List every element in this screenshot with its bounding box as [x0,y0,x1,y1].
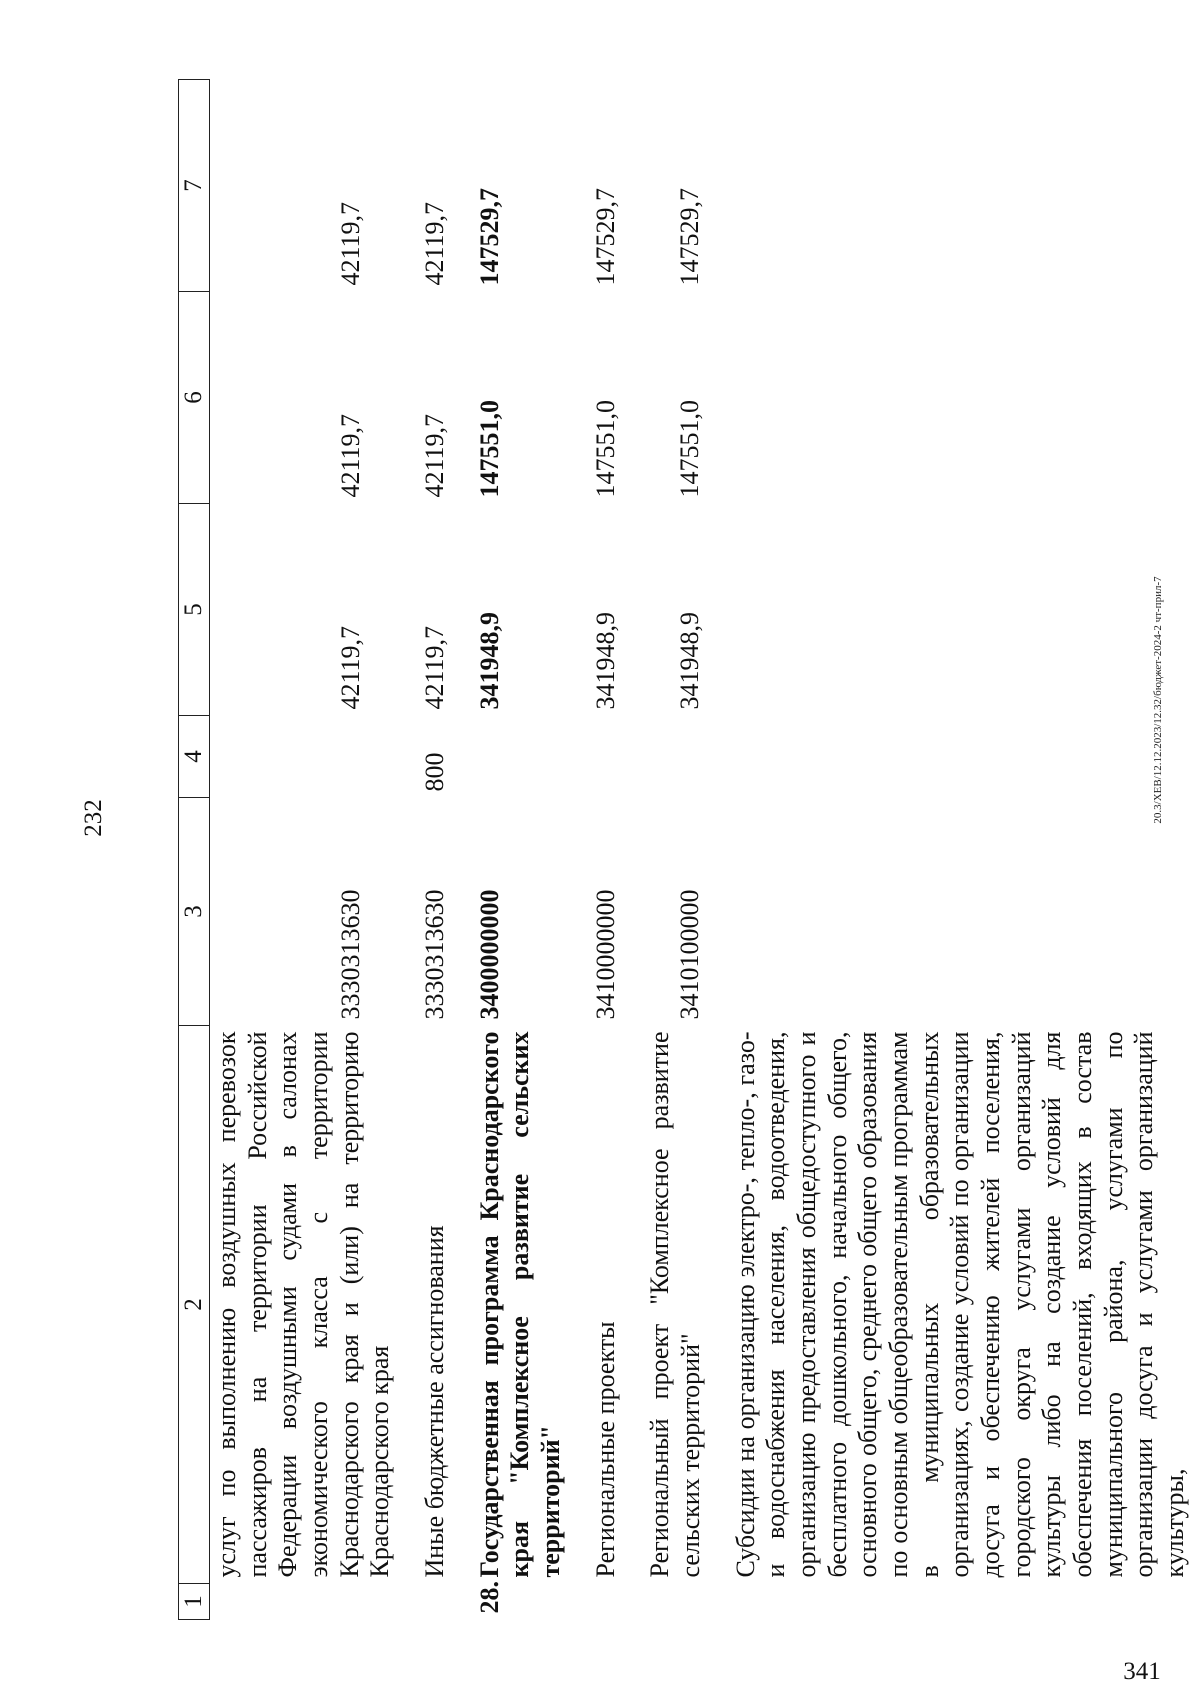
row-csr: 3410100000 [675,889,705,1020]
row-vr [475,716,567,798]
row-value-2025: 42119,7 [336,413,365,498]
row-number [645,1584,706,1620]
row-value-2025: 42119,7 [420,413,450,498]
table-row [210,80,397,1620]
row-number [420,1584,451,1620]
row-vr: 800 [420,752,450,792]
row-vr [210,716,397,798]
header-col-3: 3 [179,798,210,1026]
row-value-2026: 147529,7 [675,188,705,286]
header-col-4: 4 [179,716,210,798]
row-value-2025: 147551,0 [675,400,705,498]
table-row [591,80,622,1620]
row-value-2024: 42119,7 [420,625,450,710]
row-vr [591,716,622,798]
row-number [210,1584,397,1620]
row-value-2026: 147529,7 [590,188,620,286]
row-name: Иные бюджетные ассигнования [420,1225,450,1578]
header-col-7: 7 [179,80,210,292]
row-name: Государственная программа Краснодарского края "Комплексное развитие сельских территорий" [474,1031,566,1578]
row-csr [731,798,1191,1026]
row-name: Субсидии на организацию электро-, тепло-, газо- и водоснабжения населения, водоотведения, организацию предоставления общедоступного и бесплатного дошкольного, начального общего, основного общего, среднего общего образования по основным общеобразовательным программам в муниципальных образовательных организациях, создание условий по организации досуга и обеспечению жителей поселения, городского округа услугами организаций культуры либо на создание условий для обеспечения поселений, входящих в состав муниципального района, услугами по организации досуга и услугами организаций культуры, [730,1031,1190,1578]
row-csr: 3400000000 [474,889,504,1020]
table-row [420,80,451,1620]
row-value-2025: 147551,0 [474,400,504,498]
row-value-2024 [731,504,1191,716]
file-path-stamp: 20.3/ХЕВ/12.12.2023/12.32/бюджет-2024-2 чт-прил-7 [1152,576,1164,824]
budget-table [178,79,1191,1620]
row-vr [731,716,1191,798]
row-csr: 3330313630 [420,889,450,1020]
row-value-2025: 147551,0 [590,400,620,498]
row-number [731,1584,1191,1620]
row-csr: 3330313630 [336,889,365,1020]
row-value-2026: 147529,7 [474,188,504,286]
table-row [475,80,567,1620]
row-value-2026: 42119,7 [336,201,365,286]
row-value-2024: 341948,9 [590,612,620,710]
row-value-2026 [731,80,1191,292]
row-value-2025 [731,292,1191,504]
page-number: 232 [80,799,107,837]
row-value-2024: 341948,9 [675,612,705,710]
row-vr [645,716,706,798]
header-col-2: 2 [179,1026,210,1584]
header-col-1: 1 [179,1584,210,1620]
row-csr: 3410000000 [590,889,620,1020]
row-value-2024: 341948,9 [474,612,504,710]
row-name: услуг по выполнению воздушных перевозок пассажиров на территории Российской Федерации воздушными судами в салонах экономического класса с территории Краснодарского края и (или) на территорию Краснодарского края [212,1031,395,1578]
row-value-2026: 42119,7 [420,201,450,286]
row-number: 28. [474,1581,504,1614]
table-row [645,80,706,1620]
table-row [731,80,1191,1620]
header-col-6: 6 [179,292,210,504]
row-name: Региональные проекты [590,1321,620,1578]
row-number [591,1584,622,1620]
header-col-5: 5 [179,504,210,716]
row-name: Региональный проект "Комплексное развитие сельских территорий" [645,1031,706,1578]
row-value-2024: 42119,7 [336,625,365,710]
table-header-row [179,80,210,1620]
sheet-number: 341 [1123,1658,1161,1685]
